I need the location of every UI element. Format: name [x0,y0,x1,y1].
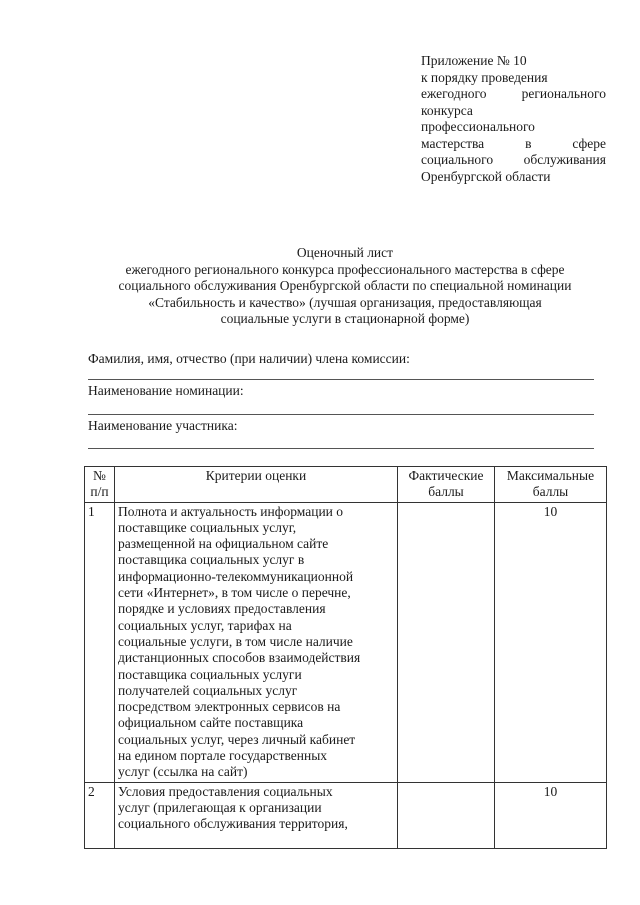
table-row [85,782,607,848]
header-criteria: Критерии оценки [115,467,398,503]
criteria-line: социальных услуг, тарифах на [118,617,292,633]
criteria-line: социальные услуги, в том числе наличие [118,633,353,649]
member-name-label: Фамилия, имя, отчество (при наличии) члена комиссии: [88,351,410,366]
table-header-row [85,467,607,503]
criteria-line: получателей социальных услуг [118,682,298,698]
criteria-line: поставщике социальных услуг, [118,519,297,535]
appendix-block [421,53,606,185]
header-max-line: Максимальные [506,468,595,483]
appendix-line: Оренбургской области [421,168,551,184]
criteria-line: Условия предоставления социальных [118,783,333,799]
criteria-table [84,466,607,849]
header-actual-score [398,467,495,503]
row-criteria [115,502,398,782]
criteria-line: дистанционных способов взаимодействия [118,650,361,666]
heading-line: «Стабильность и качество» (лучшая организация, предоставляющая [148,294,542,310]
criteria-continuation [118,833,394,847]
criteria-line: услуг (прилегающая к организации [118,799,322,815]
member-name-line[interactable] [88,379,594,380]
appendix-line: конкурса [421,102,473,118]
nomination-label: Наименование номинации: [88,383,244,398]
criteria-line: порядке и условиях предоставления [118,601,326,617]
criteria-line: на едином портале государственных [118,748,328,764]
criteria-line: официальном сайте поставщика [118,715,304,731]
header-max-score [495,467,607,503]
participant-label: Наименование участника: [88,418,238,433]
row-criteria [115,782,398,848]
criteria-line: социального обслуживания территория, [118,816,348,832]
appendix-line-justified [421,86,606,103]
heading-line: социального обслуживания Оренбургской области по специальной номинации [118,278,572,293]
header-actual-line: баллы [428,484,464,500]
nomination-line[interactable] [88,414,594,415]
appendix-word: в [525,135,532,151]
criteria-line: услуг (ссылка на сайт) [118,764,248,780]
appendix-line-justified [421,152,606,169]
header-max-line: баллы [532,484,569,500]
criteria-line: социальных услуг, через личный кабинет [118,731,356,747]
heading-line: ежегодного регионального конкурса профессионального мастерства в сфере [125,261,565,277]
appendix-word: сфере [572,135,606,151]
document-heading [80,245,610,328]
criteria-line: поставщика социальных услуг в [118,552,305,568]
criteria-line: поставщика социальных услуги [118,666,302,682]
document-title: Оценочный лист [296,245,394,260]
appendix-word: социального [421,152,494,167]
row-number: 1 [85,502,115,782]
appendix-word: обслуживания [523,152,606,167]
row-actual-score[interactable] [398,502,495,782]
header-number-line: № [93,468,106,483]
appendix-line-justified [421,136,606,153]
criteria-line: сети «Интернет», в том числе о перечне, [118,585,351,601]
criteria-line: размещенной на официальном сайте [118,536,329,552]
row-number: 2 [85,782,115,848]
header-number-line: п/п [90,484,109,500]
appendix-line: профессионального [421,119,535,134]
criteria-line: информационно-телекоммуникационной [118,568,354,584]
appendix-word: мастерства [421,135,485,151]
row-max-score: 10 [495,782,607,848]
heading-line: социальные услуги в стационарной форме) [220,311,470,326]
criteria-line: посредством электронных сервисов на [118,699,341,715]
header-actual-line: Фактические [408,468,484,483]
appendix-line: Приложение № 10 [421,53,527,68]
table-row [85,502,607,782]
appendix-word: ежегодного [421,86,487,101]
row-actual-score[interactable] [398,782,495,848]
header-number [85,467,115,503]
appendix-line: к порядку проведения [421,69,548,85]
row-max-score: 10 [495,502,607,782]
participant-line[interactable] [88,448,594,449]
criteria-line: Полнота и актуальность информации о [118,503,344,519]
appendix-word: регионального [521,86,606,101]
